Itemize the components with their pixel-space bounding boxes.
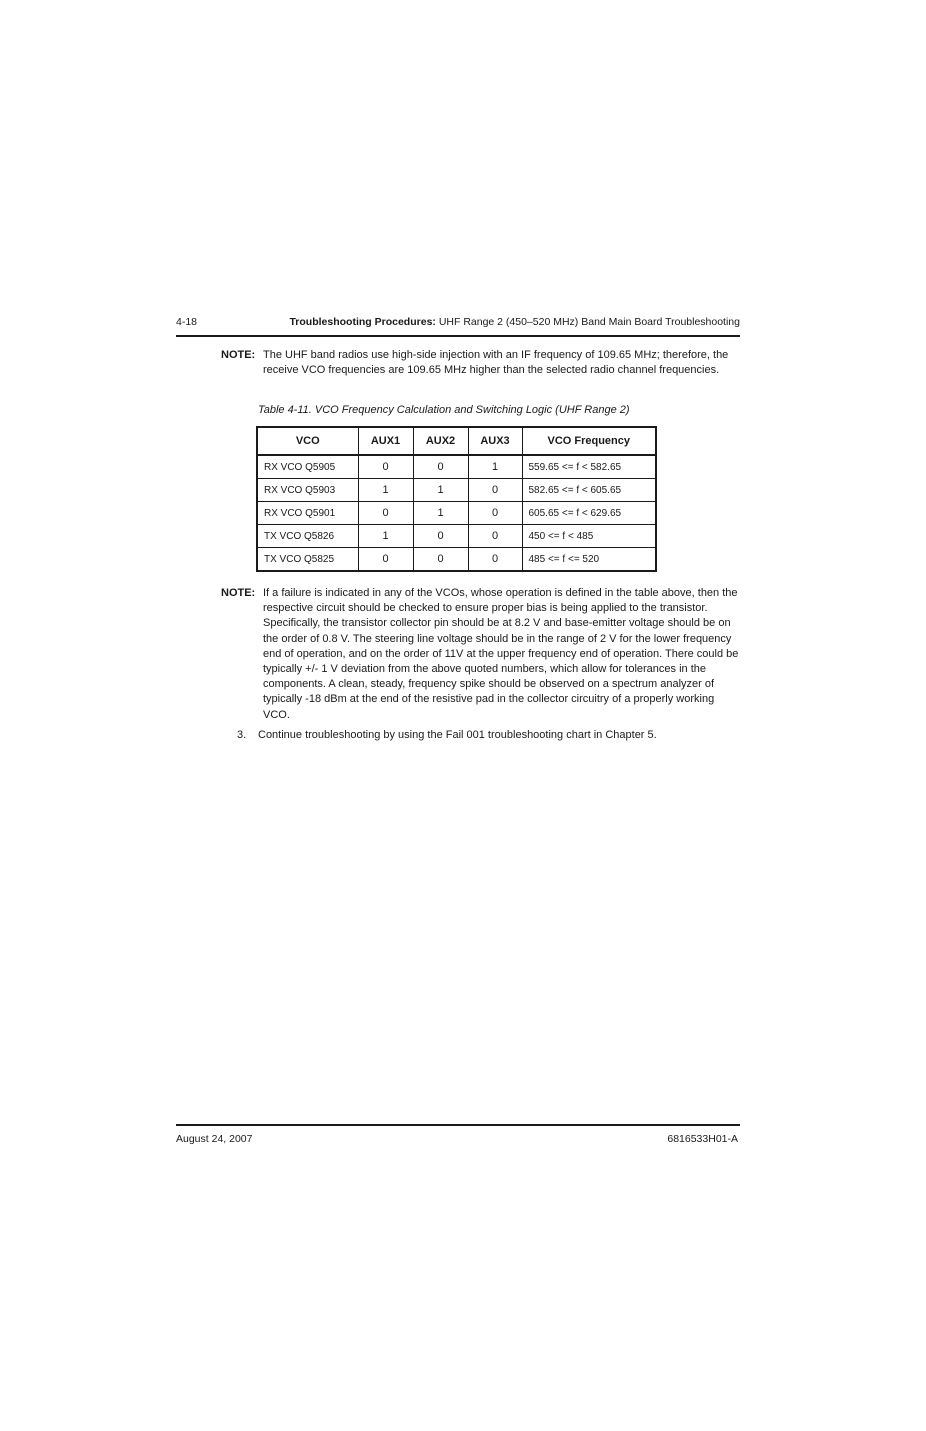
table-row [257,479,656,502]
table-row [257,455,656,479]
cell-aux3: 0 [468,479,522,502]
cell-aux3: 1 [468,455,522,479]
cell-aux2: 0 [413,455,468,479]
table-header-row [257,427,656,455]
cell-aux2: 1 [413,479,468,502]
cell-vco: TX VCO Q5826 [257,525,358,548]
cell-aux1: 1 [358,525,413,548]
cell-frequency: 485 <= f <= 520 [522,548,656,572]
step-text: Continue troubleshooting by using the Fail 001 troubleshooting chart in Chapter 5. [258,729,657,741]
cell-aux3: 0 [468,548,522,572]
cell-aux2: 0 [413,525,468,548]
cell-aux2: 0 [413,548,468,572]
page-number: 4-18 [176,316,198,328]
section-title-bold: Troubleshooting Procedures: [289,316,436,328]
cell-vco: RX VCO Q5905 [257,455,358,479]
column-header-aux3: AUX3 [468,427,522,455]
column-header-vco-frequency: VCO Frequency [522,427,656,455]
section-title [289,316,740,328]
footer-date: August 24, 2007 [176,1133,253,1145]
table-row [257,502,656,525]
step-3 [237,729,657,741]
footer-rule [176,1124,740,1126]
cell-vco: RX VCO Q5901 [257,502,358,525]
footer-doc-number: 6816533H01-A [667,1133,738,1145]
note-label: NOTE: [221,349,256,361]
cell-aux2: 1 [413,502,468,525]
table-row [257,548,656,572]
cell-aux1: 0 [358,502,413,525]
note-vco-failure [221,586,741,723]
note-text: If a failure is indicated in any of the VCOs, whose operation is defined in the table above, then the respective circuit should be checked to ensure proper bias is being applied to the transistor. Specifically, the transistor collector pin should be at 8.2 V and base-emitter voltage should be on the order of 0.8 V. The steering line voltage should be in the range of 2 V for the lower frequency end of operation, and on the order of 11V at the upper frequency end of operation. There could be typically +/- 1 V deviation from the above quoted numbers, which allow for tolerances in the components. A clean, steady, frequency spike should be observed on a spectrum analyzer of typically -18 dBm at the end of the resistive pad in the collector circuitry of a properly working VCO. [263,587,739,721]
cell-vco: TX VCO Q5825 [257,548,358,572]
column-header-aux2: AUX2 [413,427,468,455]
table-caption: Table 4-11. VCO Frequency Calculation and Switching Logic (UHF Range 2) [258,404,630,416]
cell-aux1: 0 [358,455,413,479]
note-label: NOTE: [221,587,256,599]
note-high-side-injection [221,348,741,378]
cell-aux3: 0 [468,502,522,525]
column-header-vco: VCO [257,427,358,455]
cell-aux1: 1 [358,479,413,502]
cell-frequency: 559.65 <= f < 582.65 [522,455,656,479]
cell-frequency: 605.65 <= f < 629.65 [522,502,656,525]
cell-aux3: 0 [468,525,522,548]
page-header [176,316,740,330]
column-header-aux1: AUX1 [358,427,413,455]
table-row [257,525,656,548]
vco-frequency-table [256,426,657,572]
cell-vco: RX VCO Q5903 [257,479,358,502]
cell-frequency: 582.65 <= f < 605.65 [522,479,656,502]
step-number: 3. [237,729,247,741]
note-text: The UHF band radios use high-side injection with an IF frequency of 109.65 MHz; therefore, the receive VCO frequencies are 109.65 MHz higher than the selected radio channel frequencies. [263,349,729,377]
cell-aux1: 0 [358,548,413,572]
section-title-rest: UHF Range 2 (450–520 MHz) Band Main Board Troubleshooting [435,316,740,328]
cell-frequency: 450 <= f < 485 [522,525,656,548]
header-rule [176,335,740,337]
